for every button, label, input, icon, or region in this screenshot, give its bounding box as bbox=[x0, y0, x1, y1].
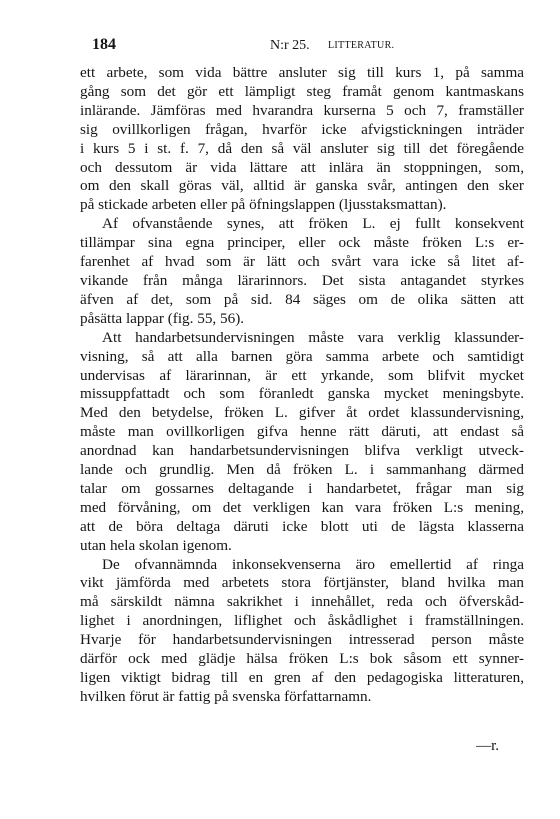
text-line: utan hela skolan igenom. bbox=[80, 536, 232, 554]
text-line: om den skall göras väl, alltid är ganska svår, antingen den sker bbox=[80, 177, 524, 195]
text-line: inlärande. Jämföras med hvarandra kurserna 5 och 7, framställer bbox=[80, 101, 524, 119]
text-line: på stickade arbeten eller på öfningslappen (ljusstaksmattan). bbox=[80, 196, 447, 214]
text-line: tillämpar sina egna principer, eller ock måste fröken L:s er- bbox=[80, 234, 524, 252]
signature: —r. bbox=[476, 738, 499, 754]
text-line: talar om gossarnes deltagande i handarbetet, frågar man sig bbox=[80, 479, 524, 497]
text-line: sig ovillkorligen frågan, hvarför icke afvigstickningen inträder bbox=[80, 120, 524, 138]
text-line: anordnad kan handarbetsundervisningen blifva verkligt utveck- bbox=[80, 442, 524, 460]
text-line: därför ock med glädje hälsa fröken L:s bok såsom ett synner- bbox=[80, 650, 524, 668]
paragraph bbox=[80, 556, 524, 707]
text-line: visning, så att alla barnen göra samma arbete och samtidigt bbox=[80, 347, 524, 365]
text-line: att de böra deltaga däruti icke blott uti de lägsta klasserna bbox=[80, 517, 524, 535]
text-line: lighet i anordningen, liflighet och åskådlighet i framställningen. bbox=[80, 612, 524, 630]
text-line: i kurs 5 i st. f. 7, då den så väl ansluter sig till det föregående bbox=[80, 139, 524, 157]
text-line: vikande från många lärarinnors. Det sista antagandet styrkes bbox=[80, 271, 524, 289]
paragraph bbox=[80, 329, 524, 556]
paragraph bbox=[80, 215, 524, 328]
text-line: måste man ovillkorligen gifva henne rätt däruti, att endast så bbox=[80, 423, 524, 441]
text-line: påsätta lappar (fig. 55, 56). bbox=[80, 309, 245, 327]
paragraph bbox=[80, 64, 524, 215]
text-line: farenhet af hvad som är lätt och svårt vara icke så litet af- bbox=[80, 253, 524, 271]
text-line: Af ofvanstående synes, att fröken L. ej fullt konsekvent bbox=[102, 215, 524, 233]
text-line: De ofvannämnda inkonsekvenserna äro emellertid af ringa bbox=[102, 555, 524, 573]
section-title: LITTERATUR. bbox=[328, 40, 395, 51]
text-line: äfven af det, som på sid. 84 säges om de olika sätten att bbox=[80, 290, 524, 308]
text-line: lande och grundlig. Men då fröken L. i sammanhang därmed bbox=[80, 461, 524, 479]
page-number: 184 bbox=[92, 36, 116, 53]
text-line: missuppfattadt och som föranledt ganska mycket meningsbyte. bbox=[80, 385, 524, 403]
text-line: och dessutom är vida lättare att inlära än stoppningen, som, bbox=[80, 158, 524, 176]
text-line: ligen viktigt bidrag till en gren af den pedagogiska litteraturen, bbox=[80, 669, 524, 686]
text-line: vikt jämförda med arbetets stora förtjänster, bland hvilka man bbox=[80, 574, 524, 592]
text-line: med förvåning, om det verkligen kan vara fröken L:s mening, bbox=[80, 498, 524, 516]
issue-number: N:r 25. bbox=[270, 38, 310, 53]
text-line: Med den betydelse, fröken L. gifver åt ordet klassundervisning, bbox=[80, 404, 524, 422]
text-line: må särskildt nämna sakrikhet i innehållet, reda och öfverskåd- bbox=[80, 593, 524, 611]
text-line: Att handarbetsundervisningen måste vara verklig klassunder- bbox=[102, 328, 524, 346]
text-line: undervisas af lärarinnan, är ett yrkande, som blifvit mycket bbox=[80, 366, 524, 384]
text-line: ett arbete, som vida bättre ansluter sig till kurs 1, på samma bbox=[80, 64, 524, 81]
text-line: gång som det gör ett lämpligt steg framåt genom kantmaskans bbox=[80, 82, 524, 100]
text-line: Hvarje för handarbetsundervisningen intresserad person måste bbox=[80, 631, 524, 649]
text-line: hvilken förut är fattig på svenska författarnamn. bbox=[80, 687, 372, 705]
body-text bbox=[80, 64, 524, 707]
page-header bbox=[80, 36, 520, 58]
